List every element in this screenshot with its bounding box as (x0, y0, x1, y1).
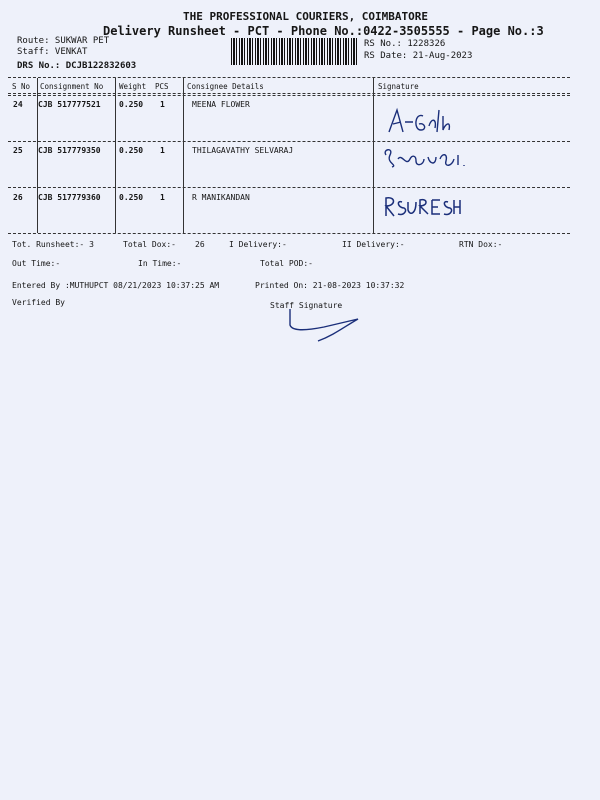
i-delivery: I Delivery:- (229, 240, 287, 249)
row-weight: 0.250 (119, 100, 144, 109)
header-bottom-rule-2 (8, 95, 570, 96)
col-header-consignment: Consignment No (40, 82, 104, 91)
staff-label: Staff: VENKAT (17, 47, 88, 57)
rtn-dox: RTN Dox:- (459, 240, 503, 249)
col-header-sno: S No (12, 82, 31, 91)
row-divider (8, 187, 570, 188)
entered-by: Entered By :MUTHUPCT 08/21/2023 10:37:25 AM (12, 281, 220, 290)
col-header-pcs: PCS (155, 82, 169, 91)
total-dox-value: 26 (195, 240, 205, 249)
row-divider (8, 141, 570, 142)
row-weight: 0.250 (119, 193, 144, 202)
handwritten-signature (385, 104, 465, 138)
total-runsheet: Tot. Runsheet:- 3 (12, 240, 94, 249)
row-pcs: 1 (160, 100, 165, 109)
row-pcs: 1 (160, 146, 165, 155)
route-label: Route: SUKWAR PET (17, 36, 110, 46)
row-sno: 25 (13, 146, 23, 155)
verified-by: Verified By (12, 298, 65, 307)
row-consignee: R MANIKANDAN (192, 193, 250, 202)
row-consignee: THILAGAVATHY SELVARAJ (192, 146, 294, 155)
row-sno: 24 (13, 100, 23, 109)
row-consignment: CJB 517777521 (38, 100, 101, 109)
row-consignment: CJB 517779360 (38, 193, 101, 202)
ii-delivery: II Delivery:- (342, 240, 405, 249)
drs-number: DRS No.: DCJB122832603 (17, 61, 137, 71)
runsheet-subtitle: Delivery Runsheet - PCT - Phone No.:0422-3505555 - Page No.:3 (103, 24, 544, 38)
total-pod: Total POD:- (260, 259, 313, 268)
barcode-image (231, 38, 358, 65)
table-bottom-rule (8, 233, 570, 234)
in-time: In Time:- (138, 259, 182, 268)
staff-signature-mark (284, 305, 364, 345)
column-divider (373, 78, 374, 233)
col-header-signature: Signature (378, 82, 419, 91)
row-weight: 0.250 (119, 146, 144, 155)
row-sno: 26 (13, 193, 23, 202)
staff-signature-label: Staff Signature (270, 301, 343, 310)
column-divider (115, 78, 116, 233)
rs-number: RS No.: 1228326 (364, 39, 446, 49)
rs-date: RS Date: 21-Aug-2023 (364, 51, 473, 61)
row-consignee: MEENA FLOWER (192, 100, 250, 109)
row-consignment: CJB 517779350 (38, 146, 101, 155)
company-title: THE PROFESSIONAL COURIERS, COIMBATORE (183, 10, 429, 23)
column-divider (183, 78, 184, 233)
total-dox-label: Total Dox:- (123, 240, 176, 249)
col-header-weight: Weight (119, 82, 147, 91)
handwritten-signature (380, 145, 472, 173)
printed-on: Printed On: 21-08-2023 10:37:32 (255, 281, 405, 290)
table-top-rule (8, 77, 570, 78)
row-pcs: 1 (160, 193, 165, 202)
out-time: Out Time:- (12, 259, 61, 268)
col-header-consignee: Consignee Details (187, 82, 264, 91)
header-bottom-rule (8, 93, 570, 94)
handwritten-signature (382, 194, 462, 220)
